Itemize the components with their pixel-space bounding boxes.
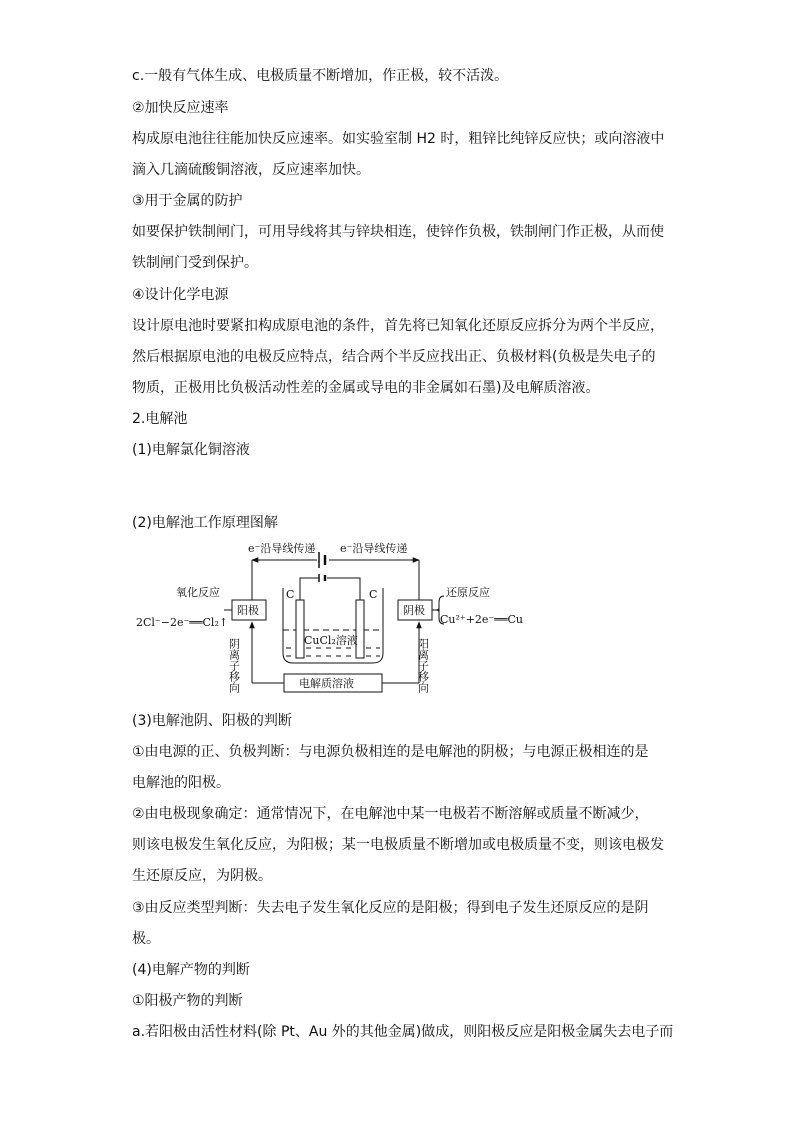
cathode-label: 阴极 bbox=[403, 604, 425, 617]
line-20: 生还原反应，为阴极。 bbox=[132, 868, 272, 884]
line-23: (4)电解产物的判断 bbox=[132, 962, 250, 978]
line-4: 滴入几滴硫酸铜溶液，反应速率加快。 bbox=[132, 162, 370, 178]
anode-label: 阳极 bbox=[237, 604, 259, 617]
oxidation-label: 氧化反应 bbox=[176, 586, 220, 599]
battery-icon bbox=[319, 552, 325, 568]
left-electrode bbox=[296, 600, 304, 658]
line-2: ②加快反应速率 bbox=[132, 100, 229, 116]
line-3: 构成原电池往往能加快反应速率。如实验室制 H2 时，粗锌比纯锌反应快；或向溶液中 bbox=[132, 131, 665, 147]
line-21: ③由反应类型判断：失去电子发生氧化反应的是阳极；得到电子发生还原反应的是阴 bbox=[132, 900, 649, 916]
anode-equation: 2Cl⁻−2e⁻══Cl₂↑ bbox=[136, 616, 229, 629]
reduction-label: 还原反应 bbox=[446, 586, 490, 599]
line-15: (3)电解池阴、阳极的判断 bbox=[132, 713, 292, 729]
cation-migration-label: 阳离子移向 bbox=[416, 638, 430, 693]
electrode-wires bbox=[300, 574, 360, 600]
electrolyte-label: 电解质溶液 bbox=[299, 677, 354, 690]
line-24: ①阳极产物的判断 bbox=[132, 993, 243, 1009]
line-10: 然后根据原电池的电极反应特点，结合两个半反应找出正、负极材料(负极是失电子的 bbox=[132, 349, 656, 365]
line-1: c.一般有气体生成、电极质量不断增加，作正极，较不活泼。 bbox=[132, 68, 509, 84]
line-17: 电解池的阳极。 bbox=[132, 775, 230, 791]
wire-label-left: e⁻沿导线传递 bbox=[248, 542, 316, 555]
line-13: (1)电解氯化铜溶液 bbox=[132, 442, 250, 458]
line-12: 2.电解池 bbox=[132, 411, 188, 427]
line-7: 铁制闸门受到保护。 bbox=[132, 255, 258, 271]
line-19: 则该电极发生氧化反应，为阳极；某一电极质量不断增加或电极质量不变，则该电极发 bbox=[132, 837, 664, 853]
electrolysis-diagram bbox=[128, 538, 528, 698]
electrode-right-label: C bbox=[369, 588, 378, 601]
line-5: ③用于金属的防护 bbox=[132, 193, 243, 209]
line-11: 物质，正极用比负极活动性差的金属或导电的非金属如石墨)及电解质溶液。 bbox=[132, 380, 600, 396]
anion-migration-label: 阴离子移向 bbox=[227, 638, 241, 693]
line-18: ②由电极现象确定：通常情况下，在电解池中某一电极若不断溶解或质量不断减少， bbox=[132, 806, 649, 822]
electrode-left-label: C bbox=[286, 588, 295, 601]
line-14: (2)电解池工作原理图解 bbox=[132, 515, 278, 531]
right-electrode bbox=[356, 600, 364, 658]
wire-label-right: e⁻沿导线传递 bbox=[340, 542, 408, 555]
line-6: 如要保护铁制闸门，可用导线将其与锌块相连，使锌作负极，铁制闸门作正极，从而使 bbox=[132, 224, 664, 240]
cathode-equation: Cu²⁺+2e⁻══Cu bbox=[440, 613, 523, 626]
line-8: ④设计化学电源 bbox=[132, 287, 229, 303]
solution-label: CuCl₂溶液 bbox=[304, 634, 358, 647]
line-25: a.若阳极由活性材料(除 Pt、Au 外的其他金属)做成，则阳极反应是阳极金属失去电子而 bbox=[132, 1024, 674, 1040]
line-9: 设计原电池时要紧扣构成原电池的条件，首先将已知氧化还原反应拆分为两个半反应， bbox=[132, 318, 664, 334]
line-16: ①由电源的正、负极判断：与电源负极相连的是电解池的阴极；与电源正极相连的是 bbox=[132, 744, 649, 760]
line-22: 极。 bbox=[132, 931, 160, 947]
top-wire bbox=[252, 560, 419, 600]
